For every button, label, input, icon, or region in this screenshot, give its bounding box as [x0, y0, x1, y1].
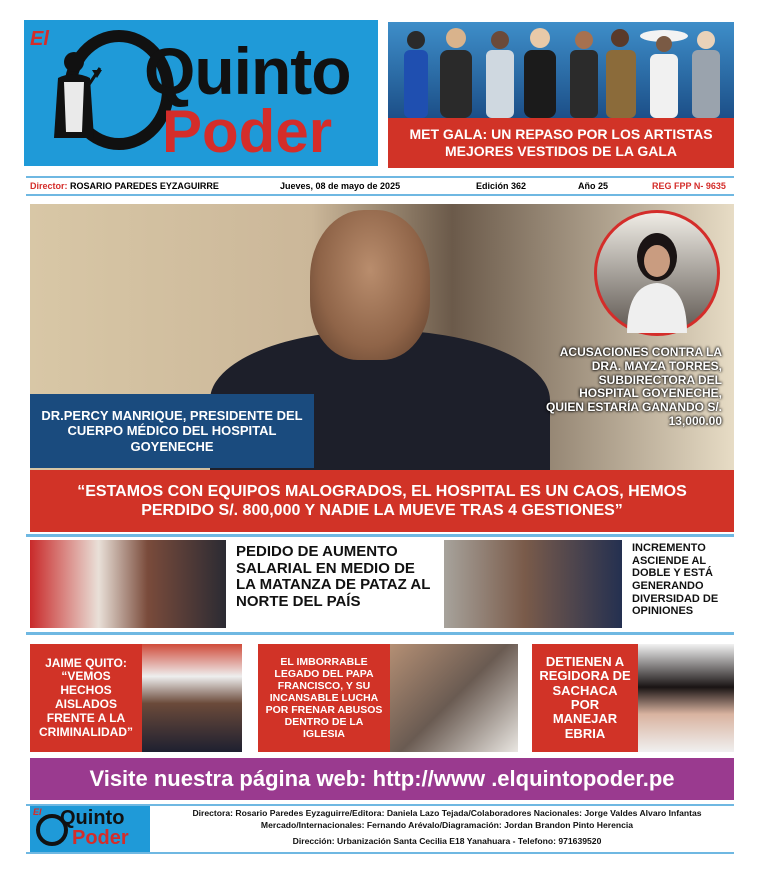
masthead-logo — [24, 20, 378, 166]
footer-logo-poder: Poder — [72, 827, 129, 849]
papa-francisco-headline[interactable]: EL IMBORRABLE LEGADO DEL PAPA FRANCISCO, Y SU INCANSABLE LUCHA POR FRENAR ABUSOS DENTRO DE LA IGLESIA — [258, 644, 390, 752]
jaime-quito-headline[interactable]: JAIME QUITO: “VEMOS HECHOS AISLADOS FRENTE A LA CRIMINALIDAD” — [30, 644, 142, 752]
papa-francisco-photo — [390, 644, 518, 752]
mayza-torres-photo — [594, 210, 720, 336]
website-banner[interactable]: Visite nuestra página web: http://www .elquintopoder.pe — [30, 758, 734, 800]
regidora-headline[interactable]: DETIENEN A REGIDORA DE SACHACA POR MANEJAR EBRIA — [532, 644, 638, 752]
director-name: ROSARIO PAREDES EYZAGUIRRE — [70, 181, 219, 191]
footer-logo-el: El — [33, 807, 42, 817]
incremento-headline[interactable]: INCREMENTO ASCIENDE AL DOBLE Y ESTÁ GENERANDO DIVERSIDAD DE OPINIONES — [632, 542, 719, 618]
issue-date: Jueves, 08 de mayo de 2025 — [280, 181, 401, 191]
met-gala-figures — [388, 22, 734, 118]
met-gala-headline[interactable]: MET GALA: UN REPASO POR LOS ARTISTAS MEJORES VESTIDOS DE LA GALA — [388, 118, 734, 168]
issue-info-bar — [26, 176, 734, 196]
registration-number: REG FPP N- 9635 — [652, 181, 726, 191]
mayza-figure — [597, 213, 717, 333]
logo-quinto: Quinto — [144, 34, 351, 108]
footer-logo — [30, 806, 150, 852]
percy-head — [310, 210, 430, 360]
director-credit — [30, 181, 219, 191]
divider — [26, 852, 734, 854]
regidora-photo — [638, 644, 734, 752]
incremento-photo — [444, 540, 622, 628]
dina-photo — [30, 540, 226, 628]
issue-edition: Edición 362 — [476, 181, 527, 191]
staff-credits: Directora: Rosario Paredes Eyzaguirre/Editora: Daniela Lazo Tejada/Colaboradores Nacionales: Jorge Valdes Alvaro Infantas Mercado/Internacionales: Fernando Arévalo/Diagramación: Jordan Brandon Pinto Herencia — [192, 808, 702, 830]
issue-year: Año 25 — [578, 181, 609, 191]
pedido-headline[interactable]: PEDIDO DE AUMENTO SALARIAL EN MEDIO DE LA MATANZA DE PATAZ AL NORTE DEL PAÍS — [236, 543, 431, 610]
footer-logo-quinto: Quinto — [60, 807, 125, 829]
logo-poder: Poder — [162, 98, 333, 165]
percy-caption: DR.PERCY MANRIQUE, PRESIDENTE DEL CUERPO MÉDICO DEL HOSPITAL GOYENECHE — [30, 394, 314, 468]
accusation-text[interactable]: ACUSACIONES CONTRA LA DRA. MAYZA TORRES, SUBDIRECTORA DEL HOSPITAL GOYENECHE, QUIEN ESTARÍA GANANDO S/. 13,000.00 — [545, 345, 722, 428]
logo-el: El — [30, 28, 49, 50]
main-headline[interactable]: “ESTAMOS CON EQUIPOS MALOGRADOS, EL HOSPITAL ES UN CAOS, HEMOS PERDIDO S/. 800,000 Y NADIE LA MUEVE TRAS 4 GESTIONES” — [30, 470, 734, 532]
justice-figure-icon — [44, 48, 102, 144]
divider — [26, 632, 734, 635]
address-line: Dirección: Urbanización Santa Cecilia E18 Yanahuara - Telefono: 971639520 — [292, 836, 602, 846]
director-label: Director: — [30, 181, 68, 191]
jaime-quito-photo — [142, 644, 242, 752]
divider — [26, 534, 734, 537]
met-gala-photo — [388, 22, 734, 118]
